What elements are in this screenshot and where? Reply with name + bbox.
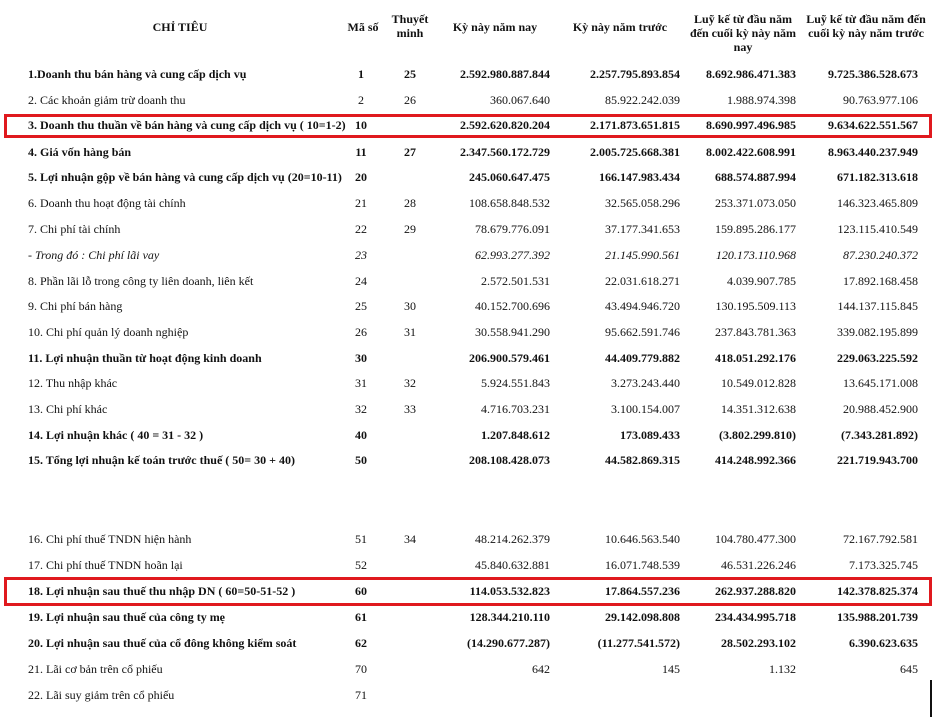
row-label: 9. Chi phí bán hàng: [28, 299, 123, 313]
row-label: 3. Doanh thu thuần về bán hàng và cung cấp dịch vụ ( 10=1-2): [28, 118, 346, 132]
row-code: 50: [355, 453, 367, 467]
row-label: 15. Tổng lợi nhuận kế toán trước thuế ( 50= 30 + 40): [28, 453, 295, 467]
row-value-ky-nay-nam-truoc: 95.662.591.746: [605, 325, 680, 339]
row-label: 16. Chi phí thuế TNDN hiện hành: [28, 532, 192, 546]
row-label: 7. Chi phí tài chính: [28, 222, 121, 236]
row-value-ky-nay-nam-truoc: 29.142.098.808: [605, 610, 680, 624]
row-value-ky-nay-nam-nay: 206.900.579.461: [469, 351, 550, 365]
table-row: [0, 320, 935, 346]
row-code: 30: [355, 351, 367, 365]
row-code: 1: [358, 67, 364, 81]
row-value-ky-nay-nam-truoc: 173.089.433: [620, 428, 680, 442]
row-value-luy-ke-nam-nay: 1.988.974.398: [727, 93, 796, 107]
row-value-ky-nay-nam-truoc: 17.864.557.236: [605, 584, 680, 598]
row-label: - Trong đó : Chi phí lãi vay: [28, 248, 160, 262]
row-value-ky-nay-nam-truoc: 43.494.946.720: [605, 299, 680, 313]
row-value-luy-ke-nam-nay: 10.549.012.828: [721, 376, 796, 390]
row-value-luy-ke-nam-truoc: 8.963.440.237.949: [828, 145, 918, 159]
header-ky-nay-nam-nay: Kỳ này năm nay: [452, 20, 538, 34]
row-label: 11. Lợi nhuận thuần từ hoạt động kinh doanh: [28, 351, 262, 365]
table-row: [0, 346, 935, 372]
row-value-ky-nay-nam-nay: 360.067.640: [490, 93, 550, 107]
row-value-ky-nay-nam-nay: (14.290.677.287): [467, 636, 550, 650]
row-value-ky-nay-nam-nay: 2.592.620.820.204: [460, 118, 550, 132]
row-value-luy-ke-nam-nay: 4.039.907.785: [727, 274, 796, 288]
row-value-luy-ke-nam-truoc: 135.988.201.739: [837, 610, 918, 624]
table-row: [0, 631, 935, 657]
row-value-ky-nay-nam-truoc: 145: [662, 662, 680, 676]
row-value-ky-nay-nam-nay: 245.060.647.475: [469, 170, 550, 184]
row-code: 61: [355, 610, 367, 624]
table-row: [0, 605, 935, 631]
row-code: 11: [355, 145, 367, 159]
row-value-luy-ke-nam-truoc: 87.230.240.372: [843, 248, 918, 262]
table-row: [0, 397, 935, 423]
row-value-ky-nay-nam-nay: 114.053.532.823: [469, 584, 550, 598]
row-value-ky-nay-nam-truoc: (11.277.541.572): [597, 636, 680, 650]
row-value-ky-nay-nam-truoc: 3.100.154.007: [611, 402, 680, 416]
row-value-ky-nay-nam-nay: 5.924.551.843: [481, 376, 550, 390]
header-chi-tieu: CHỈ TIÊU: [152, 20, 208, 34]
row-value-luy-ke-nam-nay: 8.690.997.496.985: [706, 118, 796, 132]
table-header: [0, 0, 935, 54]
row-value-ky-nay-nam-truoc: 44.582.869.315: [605, 453, 680, 467]
row-value-luy-ke-nam-nay: 262.937.288.820: [715, 584, 796, 598]
row-value-luy-ke-nam-nay: 237.843.781.363: [715, 325, 796, 339]
row-label: 19. Lợi nhuận sau thuế của công ty mẹ: [28, 610, 226, 624]
row-value-ky-nay-nam-nay: 2.347.560.172.729: [460, 145, 550, 159]
row-value-luy-ke-nam-truoc: 671.182.313.618: [837, 170, 918, 184]
row-value-luy-ke-nam-truoc: 146.323.465.809: [837, 196, 918, 210]
row-note: 32: [404, 376, 416, 390]
row-value-ky-nay-nam-nay: 208.108.428.073: [469, 453, 550, 467]
row-value-ky-nay-nam-nay: 45.840.632.881: [475, 558, 550, 572]
row-value-luy-ke-nam-truoc: (7.343.281.892): [841, 428, 918, 442]
row-note: 26: [404, 93, 416, 107]
row-note: 27: [404, 145, 416, 159]
row-code: 31: [355, 376, 367, 390]
row-value-luy-ke-nam-truoc: 229.063.225.592: [837, 351, 918, 365]
row-value-luy-ke-nam-truoc: 6.390.623.635: [849, 636, 918, 650]
row-value-luy-ke-nam-nay: 28.502.293.102: [721, 636, 796, 650]
row-value-luy-ke-nam-truoc: 123.115.410.549: [837, 222, 918, 236]
row-value-ky-nay-nam-truoc: 2.005.725.668.381: [590, 145, 680, 159]
row-value-luy-ke-nam-nay: 688.574.887.994: [715, 170, 796, 184]
row-value-ky-nay-nam-nay: 642: [532, 662, 550, 676]
table-row: [0, 371, 935, 397]
row-value-luy-ke-nam-truoc: 9.634.622.551.567: [828, 118, 918, 132]
table-row: [0, 140, 935, 166]
header-thuyet-minh: Thuyết minh: [391, 12, 429, 40]
row-value-ky-nay-nam-truoc: 85.922.242.039: [605, 93, 680, 107]
row-value-luy-ke-nam-truoc: 7.173.325.745: [849, 558, 918, 572]
row-code: 20: [355, 170, 367, 184]
row-value-ky-nay-nam-nay: 128.344.210.110: [469, 610, 550, 624]
row-value-ky-nay-nam-nay: 40.152.700.696: [475, 299, 550, 313]
row-value-luy-ke-nam-truoc: 144.137.115.845: [837, 299, 918, 313]
row-label: 20. Lợi nhuận sau thuế của cổ đông không kiểm soát: [28, 636, 297, 650]
row-label: 14. Lợi nhuận khác ( 40 = 31 - 32 ): [28, 428, 204, 442]
row-value-ky-nay-nam-nay: 1.207.848.612: [481, 428, 550, 442]
row-value-ky-nay-nam-truoc: 3.273.243.440: [611, 376, 680, 390]
row-code: 2: [358, 93, 364, 107]
row-note: 28: [404, 196, 416, 210]
row-value-ky-nay-nam-truoc: 32.565.058.296: [605, 196, 680, 210]
row-value-ky-nay-nam-truoc: 2.171.873.651.815: [590, 118, 680, 132]
row-value-luy-ke-nam-nay: 120.173.110.968: [715, 248, 796, 262]
row-value-luy-ke-nam-truoc: 72.167.792.581: [843, 532, 918, 546]
table-row: [0, 294, 935, 320]
row-value-luy-ke-nam-nay: 1.132: [769, 662, 796, 676]
row-value-luy-ke-nam-nay: 130.195.509.113: [715, 299, 796, 313]
row-label: 6. Doanh thu hoạt động tài chính: [28, 196, 186, 210]
row-value-luy-ke-nam-nay: 418.051.292.176: [715, 351, 796, 365]
row-value-luy-ke-nam-truoc: 20.988.452.900: [843, 402, 918, 416]
row-code: 23: [355, 248, 367, 262]
row-note: 31: [404, 325, 416, 339]
row-value-luy-ke-nam-nay: 46.531.226.246: [721, 558, 796, 572]
highlight-box-revenue: [4, 114, 932, 138]
table-row: [0, 165, 935, 191]
row-value-ky-nay-nam-truoc: 2.257.795.893.854: [590, 67, 680, 81]
row-label: 4. Giá vốn hàng bán: [28, 145, 132, 159]
row-label: 5. Lợi nhuận gộp về bán hàng và cung cấp dịch vụ (20=10-11): [28, 170, 342, 184]
table-row: [0, 448, 935, 474]
table-row: [0, 217, 935, 243]
row-code: 26: [355, 325, 367, 339]
table-row: [0, 62, 935, 88]
row-value-ky-nay-nam-nay: 30.558.941.290: [475, 325, 550, 339]
row-code: 60: [355, 584, 367, 598]
row-code: 62: [355, 636, 367, 650]
table-row: [0, 269, 935, 295]
table-row: [0, 243, 935, 269]
highlight-box-net-profit: [4, 577, 932, 606]
row-value-ky-nay-nam-truoc: 37.177.341.653: [605, 222, 680, 236]
row-value-luy-ke-nam-nay: (3.802.299.810): [719, 428, 796, 442]
row-note: 25: [404, 67, 416, 81]
row-value-luy-ke-nam-nay: 234.434.995.718: [715, 610, 796, 624]
row-value-ky-nay-nam-truoc: 22.031.618.271: [605, 274, 680, 288]
row-code: 22: [355, 222, 367, 236]
row-value-luy-ke-nam-nay: 104.780.477.300: [715, 532, 796, 546]
row-label: 18. Lợi nhuận sau thuế thu nhập DN ( 60=50-51-52 ): [28, 584, 296, 598]
row-note: 29: [404, 222, 416, 236]
row-value-luy-ke-nam-nay: 14.351.312.638: [721, 402, 796, 416]
row-value-ky-nay-nam-nay: 78.679.776.091: [475, 222, 550, 236]
row-value-luy-ke-nam-truoc: 13.645.171.008: [843, 376, 918, 390]
row-value-luy-ke-nam-truoc: 221.719.943.700: [837, 453, 918, 467]
row-value-luy-ke-nam-nay: 253.371.073.050: [715, 196, 796, 210]
table-row: [0, 683, 935, 709]
table-row: [0, 527, 935, 553]
row-note: 33: [404, 402, 416, 416]
table-row: [0, 423, 935, 449]
header-ky-nay-nam-truoc: Kỳ này năm trước: [572, 20, 668, 34]
row-label: 12. Thu nhập khác: [28, 376, 118, 390]
table-row: [0, 553, 935, 579]
row-value-luy-ke-nam-truoc: 339.082.195.899: [837, 325, 918, 339]
row-value-ky-nay-nam-nay: 2.592.980.887.844: [460, 67, 550, 81]
row-value-luy-ke-nam-nay: 159.895.286.177: [715, 222, 796, 236]
row-value-luy-ke-nam-truoc: 17.892.168.458: [843, 274, 918, 288]
row-value-luy-ke-nam-truoc: 9.725.386.528.673: [828, 67, 918, 81]
row-value-ky-nay-nam-nay: 62.993.277.392: [475, 248, 550, 262]
header-luy-ke-nam-nay: Luỹ kế từ đầu năm đến cuối kỳ này năm nay: [689, 12, 797, 54]
row-code: 70: [355, 662, 367, 676]
row-label: 10. Chi phí quản lý doanh nghiệp: [28, 325, 189, 339]
row-value-ky-nay-nam-truoc: 44.409.779.882: [605, 351, 680, 365]
row-code: 24: [355, 274, 367, 288]
row-code: 21: [355, 196, 367, 210]
row-label: 22. Lãi suy giảm trên cổ phiếu: [28, 688, 175, 702]
row-label: 1.Doanh thu bán hàng và cung cấp dịch vụ: [28, 67, 247, 81]
row-note: 30: [404, 299, 416, 313]
row-value-ky-nay-nam-truoc: 166.147.983.434: [599, 170, 680, 184]
row-code: 25: [355, 299, 367, 313]
row-label: 8. Phần lãi lỗ trong công ty liên doanh, liên kết: [28, 274, 254, 288]
row-code: 10: [355, 118, 367, 132]
row-value-luy-ke-nam-truoc: 90.763.977.106: [843, 93, 918, 107]
row-label: 13. Chi phí khác: [28, 402, 108, 416]
row-value-ky-nay-nam-nay: 108.658.848.532: [469, 196, 550, 210]
row-label: 2. Các khoản giảm trừ doanh thu: [28, 93, 186, 107]
header-luy-ke-nam-truoc: Luỹ kế từ đầu năm đến cuối kỳ này năm trước: [806, 12, 926, 40]
row-value-luy-ke-nam-nay: 8.002.422.608.991: [706, 145, 796, 159]
row-value-luy-ke-nam-nay: 414.248.992.366: [715, 453, 796, 467]
row-value-ky-nay-nam-truoc: 21.145.990.561: [605, 248, 680, 262]
row-value-ky-nay-nam-nay: 48.214.262.379: [475, 532, 550, 546]
header-ma-so: Mã số: [347, 20, 379, 34]
row-code: 40: [355, 428, 367, 442]
row-value-ky-nay-nam-truoc: 16.071.748.539: [605, 558, 680, 572]
table-row: [0, 88, 935, 114]
row-value-luy-ke-nam-truoc: 142.378.825.374: [837, 584, 918, 598]
table-row: [0, 657, 935, 683]
row-code: 52: [355, 558, 367, 572]
row-value-luy-ke-nam-truoc: 645: [900, 662, 918, 676]
table-row: [0, 191, 935, 217]
row-label: 17. Chi phí thuế TNDN hoãn lại: [28, 558, 183, 572]
row-code: 51: [355, 532, 367, 546]
edge-mark: [930, 680, 932, 717]
row-value-luy-ke-nam-nay: 8.692.986.471.383: [706, 67, 796, 81]
row-label: 21. Lãi cơ bản trên cổ phiếu: [28, 662, 163, 676]
row-code: 32: [355, 402, 367, 416]
row-value-ky-nay-nam-truoc: 10.646.563.540: [605, 532, 680, 546]
row-value-ky-nay-nam-nay: 4.716.703.231: [481, 402, 550, 416]
row-code: 71: [355, 688, 367, 702]
row-note: 34: [404, 532, 416, 546]
row-value-ky-nay-nam-nay: 2.572.501.531: [481, 274, 550, 288]
